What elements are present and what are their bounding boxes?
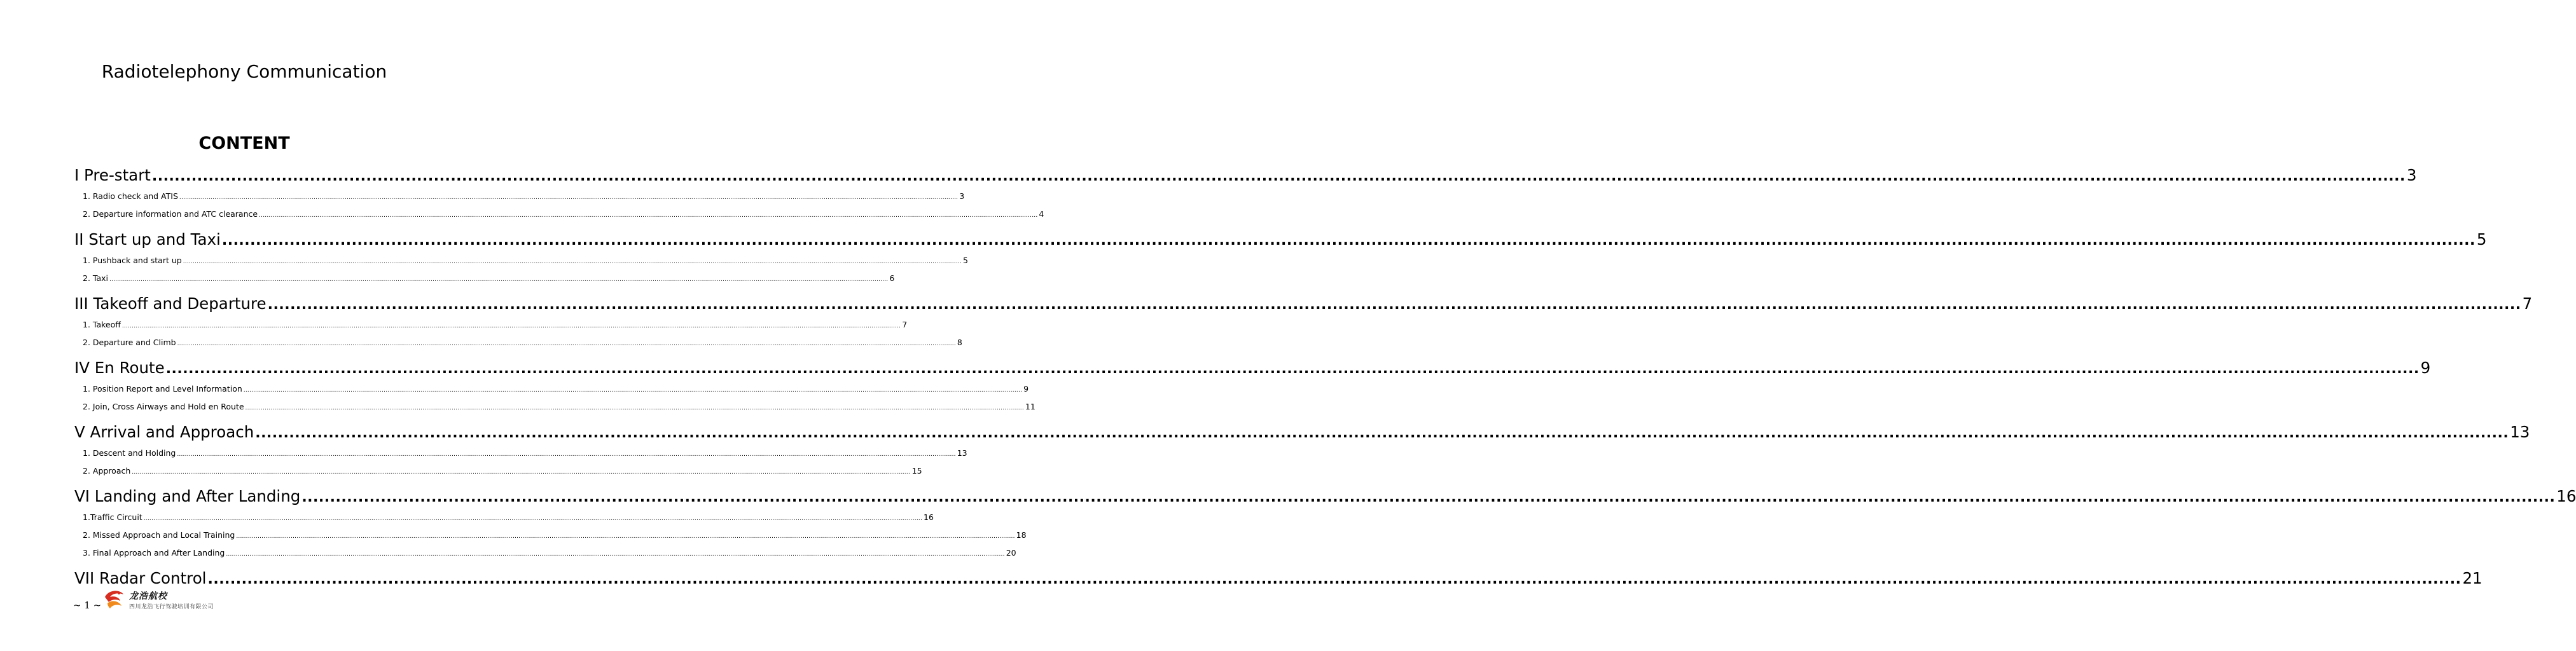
toc-dot-leader: ................................................................................................................................................................................................................................................................................................................................................................................................................ [236, 533, 1015, 540]
page-footer [73, 588, 239, 613]
toc-chapter-page: 3 [2406, 166, 2417, 184]
toc-dot-leader: ................................................................................................................................................................................................................................................................................................................................................................................................................ [132, 469, 911, 476]
toc-dot-leader: ................................................................................................................................................................................................................................................................................................................................................................................................................ [177, 451, 956, 458]
toc-section-page: 4 [1039, 209, 1044, 219]
toc-section-page: 6 [889, 273, 895, 283]
toc-section[interactable] [74, 544, 1016, 562]
toc-section-page: 7 [902, 320, 908, 329]
toc-chapter-page: 13 [2510, 423, 2530, 441]
toc-dot-leader: ................................................................................................................................................................................................................................................................................................................................................................................................................ [179, 195, 959, 201]
toc-dot-leader: ................................................................................................................................................................................................................................................................................................................................................................................................................ [109, 277, 889, 283]
toc-section[interactable] [74, 316, 908, 334]
toc-dot-leader: ................................................................................................................................................................................................................................................................................................................................................................................................................ [221, 233, 2476, 249]
toc-section-page: 3 [959, 191, 965, 201]
toc-dot-leader: ................................................................................................................................................................................................................................................................................................................................................................................................................ [255, 425, 2509, 441]
toc-section-title: 2. Departure and Climb [83, 338, 176, 347]
table-of-contents [74, 163, 2576, 591]
toc-section-page: 5 [963, 256, 968, 265]
toc-section[interactable] [74, 205, 1044, 223]
toc-dot-leader: ................................................................................................................................................................................................................................................................................................................................................................................................................ [183, 259, 962, 265]
toc-chapter-title: IV En Route [74, 359, 165, 377]
toc-dot-leader: ................................................................................................................................................................................................................................................................................................................................................................................................................ [165, 361, 2420, 377]
toc-dot-leader: ................................................................................................................................................................................................................................................................................................................................................................................................................ [267, 297, 2521, 313]
toc-dot-leader: ................................................................................................................................................................................................................................................................................................................................................................................................................ [245, 405, 1024, 411]
toc-section-page: 18 [1016, 530, 1027, 540]
toc-section-title: 2. Taxi [83, 273, 108, 283]
toc-chapter[interactable] [74, 163, 2417, 188]
toc-chapter-page: 16 [2556, 487, 2576, 505]
toc-section-title: 1. Position Report and Level Information [83, 384, 242, 394]
toc-section-page: 11 [1025, 402, 1035, 411]
toc-section[interactable] [74, 444, 967, 462]
dragon-logo-icon [102, 588, 125, 612]
toc-chapter[interactable] [74, 227, 2487, 252]
toc-dot-leader: ................................................................................................................................................................................................................................................................................................................................................................................................................ [243, 387, 1023, 394]
toc-section-title: 1. Takeoff [83, 320, 121, 329]
toc-section-page: 15 [911, 466, 922, 476]
toc-section[interactable] [74, 398, 1035, 416]
toc-section[interactable] [74, 526, 1027, 544]
content-heading: CONTENT [198, 134, 290, 153]
toc-chapter[interactable] [74, 566, 2483, 591]
toc-section[interactable] [74, 380, 1029, 398]
toc-dot-leader: ................................................................................................................................................................................................................................................................................................................................................................................................................ [207, 572, 2462, 587]
toc-chapter-title: VII Radar Control [74, 569, 207, 587]
toc-section-page: 16 [924, 512, 934, 522]
toc-dot-leader: ................................................................................................................................................................................................................................................................................................................................................................................................................ [121, 323, 901, 329]
toc-dot-leader: ................................................................................................................................................................................................................................................................................................................................................................................................................ [301, 490, 2556, 505]
toc-chapter-page: 7 [2522, 294, 2533, 313]
toc-section-title: 1.Traffic Circuit [83, 512, 142, 522]
toc-chapter-page: 21 [2462, 569, 2483, 587]
toc-chapter-title: I Pre-start [74, 166, 151, 184]
toc-section[interactable] [74, 334, 962, 352]
toc-chapter-title: III Takeoff and Departure [74, 294, 267, 313]
toc-chapter[interactable] [74, 291, 2533, 316]
toc-section-title: 3. Final Approach and After Landing [83, 548, 225, 558]
toc-section-page: 20 [1006, 548, 1016, 558]
toc-section-page: 9 [1023, 384, 1029, 394]
logo-subtitle: 四川龙浩飞行驾驶培训有限公司 [129, 604, 214, 610]
toc-chapter-title: V Arrival and Approach [74, 423, 254, 441]
toc-section[interactable] [74, 270, 895, 287]
toc-chapter-page: 9 [2420, 359, 2431, 377]
toc-chapter-title: II Start up and Taxi [74, 230, 221, 249]
toc-chapter[interactable] [74, 355, 2431, 380]
toc-section[interactable] [74, 462, 922, 480]
toc-section-title: 2. Approach [83, 466, 131, 476]
toc-section-title: 1. Radio check and ATIS [83, 191, 178, 201]
toc-section[interactable] [74, 509, 934, 526]
toc-section[interactable] [74, 188, 965, 205]
toc-section-title: 2. Join, Cross Airways and Hold en Route [83, 402, 244, 411]
toc-section-title: 1. Descent and Holding [83, 448, 176, 458]
toc-section[interactable] [74, 252, 968, 270]
logo-name: 龙浩航校 [129, 591, 167, 601]
toc-chapter-title: VI Landing and After Landing [74, 487, 301, 505]
toc-dot-leader: ................................................................................................................................................................................................................................................................................................................................................................................................................ [259, 212, 1038, 219]
toc-chapter[interactable] [74, 484, 2576, 509]
document-title: Radiotelephony Communication [101, 61, 387, 82]
toc-section-title: 1. Pushback and start up [83, 256, 182, 265]
toc-section-title: 2. Departure information and ATC clearance [83, 209, 258, 219]
toc-section-page: 8 [957, 338, 962, 347]
toc-section-page: 13 [957, 448, 967, 458]
toc-dot-leader: ................................................................................................................................................................................................................................................................................................................................................................................................................ [177, 341, 956, 347]
toc-dot-leader: ................................................................................................................................................................................................................................................................................................................................................................................................................ [151, 168, 2406, 184]
toc-section-title: 2. Missed Approach and Local Training [83, 530, 235, 540]
toc-chapter-page: 5 [2476, 230, 2487, 249]
toc-dot-leader: ................................................................................................................................................................................................................................................................................................................................................................................................................ [143, 516, 923, 522]
toc-chapter[interactable] [74, 420, 2530, 444]
toc-dot-leader: ................................................................................................................................................................................................................................................................................................................................................................................................................ [226, 551, 1005, 558]
page-number: ~ 1 ~ [73, 600, 102, 611]
